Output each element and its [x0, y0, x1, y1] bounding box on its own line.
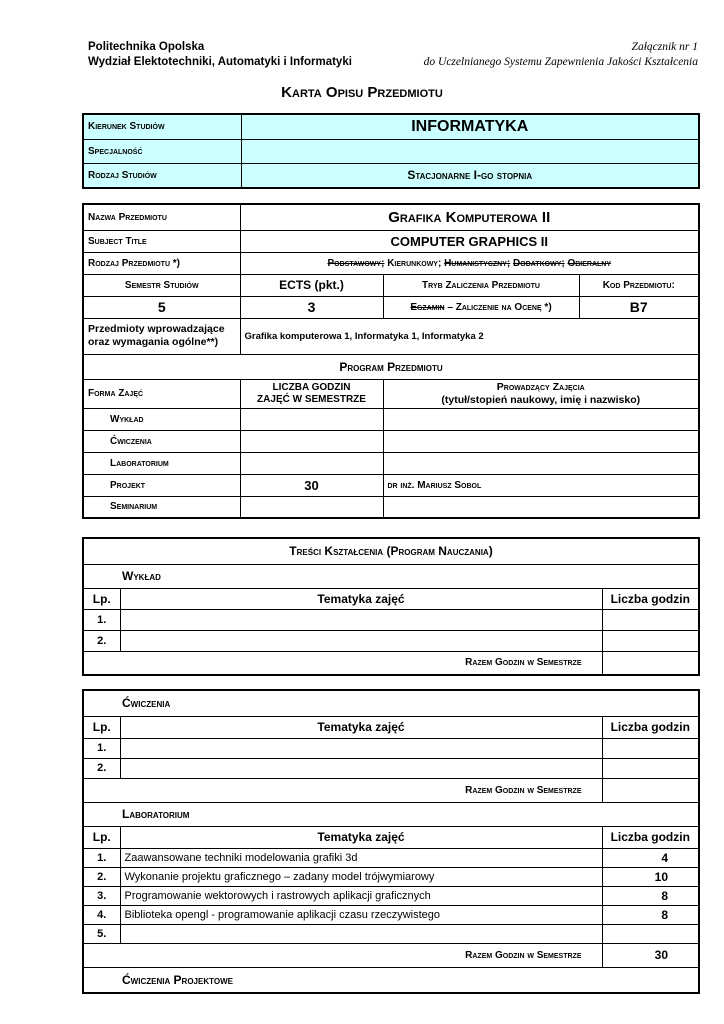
wyklad-hours: [602, 609, 699, 630]
lab-lp: 2.: [83, 867, 120, 886]
rodzaj-opt-podstawowy: Podstawowy;: [327, 257, 385, 269]
header-left: [88, 40, 352, 70]
cwiczenia-lab-table: [82, 689, 700, 994]
cwiczenia-lp: 2.: [83, 758, 120, 778]
university-name: Politechnika Opolska: [88, 41, 205, 53]
lab-topic: [120, 924, 602, 943]
tryb-label: Tryb Zaliczenia Przedmiotu: [383, 274, 579, 296]
cwiczenia-razem-label: Razem Godzin w Semestrze: [83, 778, 602, 802]
kierunek-label: Kierunek Studiów: [83, 114, 241, 139]
semestr-label: Semestr Studiów: [83, 274, 240, 296]
wyklad-razem-value: [602, 651, 699, 675]
specjalnosc-label: Specjalność: [83, 139, 241, 163]
godziny-laboratorium: [240, 452, 383, 474]
forma-seminarium: Seminarium: [83, 496, 240, 518]
godziny-label-line2: ZAJĘĆ W SEMESTRZE: [257, 393, 366, 405]
table-row: [83, 738, 699, 758]
col-topic: Tematyka zajęć: [120, 826, 602, 848]
study-table: [82, 113, 700, 189]
lab-lp: 4.: [83, 905, 120, 924]
forma-label: Forma Zajęć: [83, 379, 240, 408]
cwiczenia-razem-value: [602, 778, 699, 802]
kierunek-value: INFORMATYKA: [241, 114, 699, 139]
nazwa-value: Grafika Komputerowa II: [240, 204, 699, 230]
prereq-label: Przedmioty wprowadzające oraz wymagania ogólne**): [83, 318, 240, 354]
prowadzacy-seminarium: [383, 496, 699, 518]
semestr-value: 5: [83, 296, 240, 318]
table-row: [83, 848, 699, 867]
forma-cwiczenia: Ćwiczenia: [83, 430, 240, 452]
tryb-zaliczenie: – Zaliczenie na Ocenę *): [444, 301, 552, 313]
lab-hours: 8: [602, 886, 699, 905]
tryb-value: [383, 296, 579, 318]
annex-subtitle: do Uczelnianego Systemu Zapewnienia Jakości Kształcenia: [423, 56, 698, 68]
subject-title-value: COMPUTER GRAPHICS II: [240, 230, 699, 252]
cwiczenia-title: Ćwiczenia: [83, 690, 699, 716]
cwiczenia-hours: [602, 758, 699, 778]
wyklad-hours: [602, 630, 699, 651]
godziny-cwiczenia: [240, 430, 383, 452]
prowadzacy-label-line1: Prowadzący Zajęcia: [496, 380, 585, 393]
forma-projekt: Projekt: [83, 474, 240, 496]
godziny-label: [240, 379, 383, 408]
lab-topic: Zaawansowane techniki modelowania grafiki 3d: [120, 848, 602, 867]
faculty-name: Wydział Elektotechniki, Automatyki i Informatyki: [88, 56, 352, 68]
projektowe-title: Ćwiczenia Projektowe: [83, 967, 699, 993]
godziny-seminarium: [240, 496, 383, 518]
wyklad-topic: [120, 609, 602, 630]
cwiczenia-topic: [120, 758, 602, 778]
specjalnosc-value: [241, 139, 699, 163]
forma-wyklad: Wykład: [83, 408, 240, 430]
lab-razem-value: 30: [602, 943, 699, 967]
wyklad-table: [82, 537, 700, 676]
lab-topic: Biblioteka opengl - programowanie aplikacji czasu rzeczywistego: [120, 905, 602, 924]
program-row: [83, 496, 699, 518]
prowadzacy-laboratorium: [383, 452, 699, 474]
col-lp: Lp.: [83, 716, 120, 738]
table-row: [83, 609, 699, 630]
tryb-egzamin: Egzamin: [410, 301, 445, 313]
col-hours: Liczba godzin: [602, 588, 699, 609]
lab-hours: 4: [602, 848, 699, 867]
lab-hours: 10: [602, 867, 699, 886]
prowadzacy-label: [383, 379, 699, 408]
rodzaj-opt-kierunkowy: Kierunkowy;: [387, 257, 442, 269]
col-hours: Liczba godzin: [602, 826, 699, 848]
program-row: [83, 474, 699, 496]
prowadzacy-label-line2: (tytuł/stopień naukowy, imię i nazwisko): [441, 393, 641, 406]
col-lp: Lp.: [83, 826, 120, 848]
prowadzacy-projekt: dr inż. Mariusz Sobol: [383, 474, 699, 496]
rodzaj-studiow-value: Stacjonarne I-go stopnia: [241, 163, 699, 188]
kod-value: B7: [579, 296, 699, 318]
subject-table: [82, 203, 700, 519]
program-row: [83, 452, 699, 474]
cwiczenia-hours: [602, 738, 699, 758]
wyklad-lp: 1.: [83, 609, 120, 630]
lab-hours: [602, 924, 699, 943]
subject-title-label: Subject Title: [83, 230, 240, 252]
col-hours: Liczba godzin: [602, 716, 699, 738]
cwiczenia-lp: 1.: [83, 738, 120, 758]
godziny-wyklad: [240, 408, 383, 430]
program-title: Program Przedmiotu: [83, 354, 699, 379]
document-title: Karta Opisu Przedmiotu: [281, 84, 443, 101]
ects-label: ECTS (pkt.): [240, 274, 383, 296]
col-topic: Tematyka zajęć: [120, 716, 602, 738]
prowadzacy-wyklad: [383, 408, 699, 430]
lab-lp: 1.: [83, 848, 120, 867]
godziny-label-line1: LICZBA GODZIN: [272, 381, 351, 393]
kod-label: Kod Przedmiotu:: [579, 274, 699, 296]
lab-hours: 8: [602, 905, 699, 924]
laboratorium-title: Laboratorium: [83, 802, 699, 826]
lab-razem-label: Razem Godzin w Semestrze: [83, 943, 602, 967]
wyklad-lp: 2.: [83, 630, 120, 651]
rodzaj-opt-dodatkowy: Dodatkowy;: [513, 257, 565, 269]
annex-number: Załącznik nr 1: [631, 41, 698, 53]
rodzaj-opt-humanistyczny: Humanistyczny;: [444, 257, 511, 269]
rodzaj-przedmiotu-label: Rodzaj Przedmiotu *): [83, 252, 240, 274]
table-row: [83, 924, 699, 943]
tresci-title: Treści Kształcenia (Program Nauczania): [83, 538, 699, 564]
prowadzacy-cwiczenia: [383, 430, 699, 452]
program-row: [83, 408, 699, 430]
rodzaj-przedmiotu-value: [240, 252, 699, 274]
header-right: [424, 40, 698, 70]
col-topic: Tematyka zajęć: [120, 588, 602, 609]
lab-lp: 3.: [83, 886, 120, 905]
nazwa-label: Nazwa Przedmiotu: [83, 204, 240, 230]
col-lp: Lp.: [83, 588, 120, 609]
table-row: [83, 867, 699, 886]
lab-lp: 5.: [83, 924, 120, 943]
table-row: [83, 758, 699, 778]
prereq-value: Grafika komputerowa 1, Informatyka 1, Informatyka 2: [240, 318, 699, 354]
ects-value: 3: [240, 296, 383, 318]
forma-laboratorium: Laboratorium: [83, 452, 240, 474]
program-row: [83, 430, 699, 452]
lab-topic: Wykonanie projektu graficznego – zadany model trójwymiarowy: [120, 867, 602, 886]
table-row: [83, 630, 699, 651]
table-row: [83, 886, 699, 905]
wyklad-title: Wykład: [83, 564, 699, 588]
cwiczenia-topic: [120, 738, 602, 758]
rodzaj-opt-obieralny: Obieralny: [567, 257, 612, 269]
lab-topic: Programowanie wektorowych i rastrowych aplikacji graficznych: [120, 886, 602, 905]
wyklad-razem-label: Razem Godzin w Semestrze: [83, 651, 602, 675]
wyklad-topic: [120, 630, 602, 651]
godziny-projekt: 30: [240, 474, 383, 496]
rodzaj-studiow-label: Rodzaj Studiów: [83, 163, 241, 188]
table-row: [83, 905, 699, 924]
